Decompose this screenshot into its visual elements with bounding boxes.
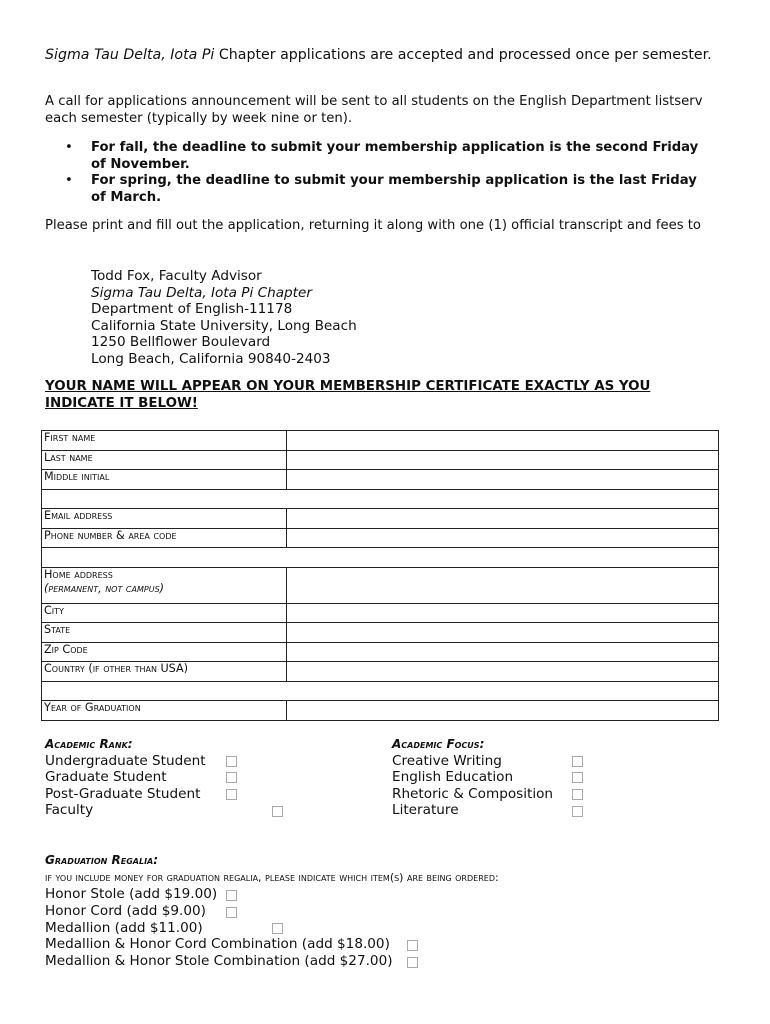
middle-initial-field[interactable] [287,470,719,490]
city-label: City [42,603,287,623]
grad-year-field[interactable] [287,701,719,721]
focus-option-creative: Creative Writing [392,753,502,769]
org-name: Sigma Tau Delta, Iota Pi [45,47,215,63]
focus-option-rhetoric: Rhetoric & Composition [392,786,554,802]
middle-initial-label: Middle initial [42,470,287,490]
call-announcement: A call for applications announcement will be sent to all students on the English Department listserv each semester (typically by week nine or ten). [45,94,703,126]
home-address-text: Home address [44,567,113,581]
country-label: Country (if other than USA) [42,662,287,682]
chapter-name: Sigma Tau Delta, Iota Pi Chapter [91,284,312,301]
state-label: State [42,623,287,643]
rank-faculty-checkbox[interactable] [272,806,283,817]
rank-option-graduate: Graduate Student [45,769,167,785]
bullet: • [65,173,73,188]
email-label: Email address [42,509,287,529]
rank-undergrad-checkbox[interactable] [226,756,237,767]
academic-rank-title: Academic Rank: [45,737,133,751]
focus-education-checkbox[interactable] [572,772,583,783]
deadline-spring [65,173,705,206]
regalia-option-medallion: Medallion (add $11.00) [45,920,203,936]
grad-year-label: Year of Graduation [42,701,287,721]
academic-focus-title: Academic Focus: [392,737,485,751]
intro-paragraph [45,46,725,64]
first-name-field[interactable] [287,431,719,451]
street: 1250 Bellflower Boulevard [91,334,271,351]
state-field[interactable] [287,623,719,643]
intro-text: Chapter applications are accepted and processed once per semester. [214,47,712,63]
regalia-option-medallion-stole: Medallion & Honor Stole Combination (add $27.00) [45,953,393,969]
application-form [41,430,719,721]
rank-option-undergrad: Undergraduate Student [45,753,206,769]
focus-option-literature: Literature [392,802,459,818]
deadline-fall [65,140,705,173]
focus-option-education: English Education [392,769,514,785]
phone-label: Phone number & area code [42,528,287,548]
advisor-name: Todd Fox, Faculty Advisor [91,268,262,284]
deadline-list [65,140,705,206]
rank-postgrad-checkbox[interactable] [226,789,237,800]
regalia-option-stole: Honor Stole (add $19.00) [45,886,218,902]
university: California State University, Long Beach [91,317,357,334]
first-name-label: First name [42,431,287,451]
department: Department of English-11178 [91,301,293,318]
regalia-cord-checkbox[interactable] [226,907,237,918]
deadline-fall-text: For fall, the deadline to submit your membership application is the second Friday of November. [91,140,699,172]
home-address-label [42,567,287,603]
regalia-medallion-stole-checkbox[interactable] [407,957,418,968]
regalia-medallion-checkbox[interactable] [272,923,283,934]
spacer-row [42,489,719,509]
instructions: Please print and fill out the application, returning it along with one (1) official transcript and fees to [45,218,702,233]
focus-literature-checkbox[interactable] [572,806,583,817]
country-field[interactable] [287,662,719,682]
zip-label: Zip Code [42,642,287,662]
rank-option-postgrad: Post-Graduate Student [45,786,201,802]
bullet: • [65,140,73,155]
city-field[interactable] [287,603,719,623]
spacer-row [42,548,719,568]
regalia-medallion-cord-checkbox[interactable] [407,940,418,951]
focus-rhetoric-checkbox[interactable] [572,789,583,800]
regalia-stole-checkbox[interactable] [226,890,237,901]
deadline-spring-text: For spring, the deadline to submit your membership application is the last Friday of March. [91,173,697,205]
regalia-title: Graduation Regalia: [45,853,159,867]
last-name-label: Last name [42,450,287,470]
regalia-note: if you include money for graduation regalia, please indicate which item(s) are being ordered: [45,871,499,884]
home-address-field[interactable] [287,567,719,603]
mailing-address [91,268,357,368]
focus-creative-checkbox[interactable] [572,756,583,767]
regalia-option-medallion-cord: Medallion & Honor Cord Combination (add $18.00) [45,936,390,952]
rank-option-faculty: Faculty [45,802,94,818]
city-line: Long Beach, California 90840-2403 [91,350,331,367]
last-name-field[interactable] [287,450,719,470]
phone-field[interactable] [287,528,719,548]
zip-field[interactable] [287,642,719,662]
name-warning: YOUR NAME WILL APPEAR ON YOUR MEMBERSHIP CERTIFICATE EXACTLY AS YOU INDICATE IT BELOW! [45,379,651,411]
regalia-option-cord: Honor Cord (add $9.00) [45,903,206,919]
email-field[interactable] [287,509,719,529]
home-address-note: (permanent, not campus) [44,581,165,595]
rank-graduate-checkbox[interactable] [226,772,237,783]
spacer-row [42,681,719,701]
